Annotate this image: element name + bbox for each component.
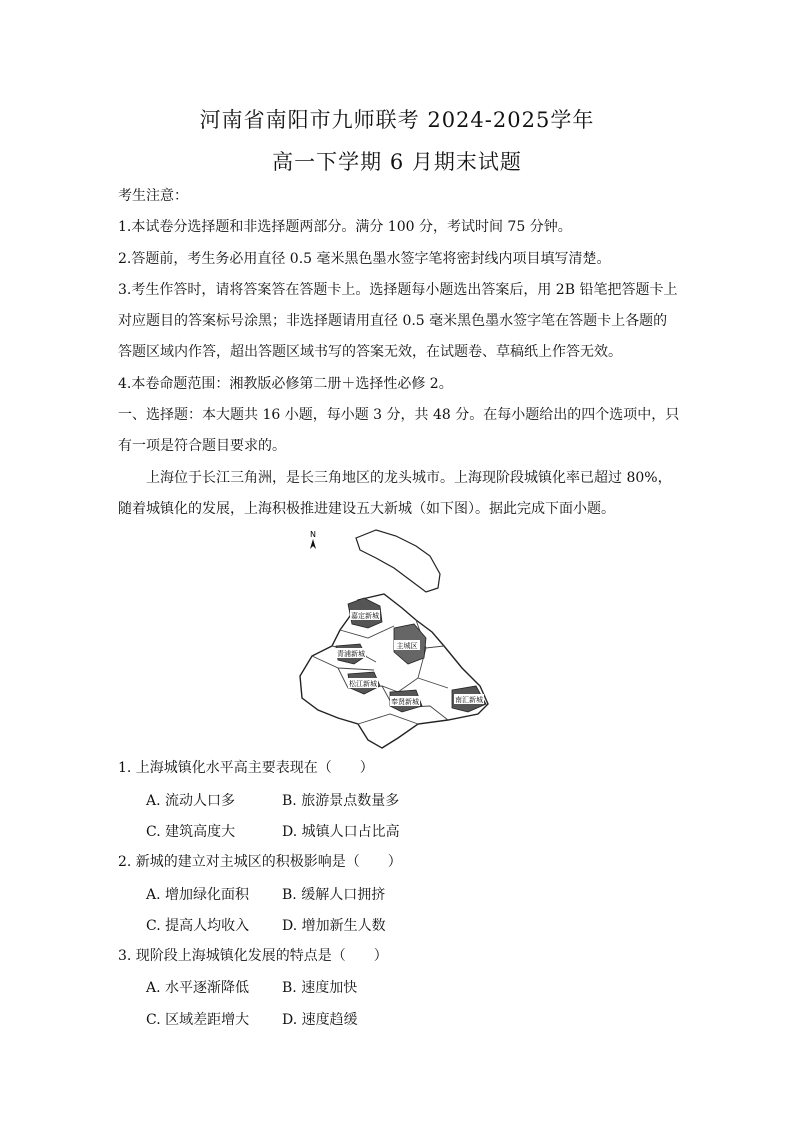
- page-title-line1: 河南省南阳市九师联考 2024-2025学年: [199, 108, 595, 132]
- question-2-stem: 2. 新城的建立对主城区的积极影响是（ ）: [118, 854, 402, 870]
- passage-line1: 上海位于长江三角洲，是长三角地区的龙头城市。上海现阶段城镇化率已超过 80%，: [146, 470, 672, 486]
- chongming-island: [356, 530, 440, 592]
- question-3-option-a: A. 水平逐渐降低: [146, 980, 250, 996]
- north-label: N: [310, 530, 316, 539]
- notice-heading: 考生注意：: [118, 188, 188, 204]
- question-3-option-c: C. 区域差距增大: [146, 1012, 250, 1028]
- zhucheng-label: 主城区: [396, 642, 418, 650]
- question-1-option-d: D. 城镇人口占比高: [282, 824, 400, 840]
- notice-item-1: 1.本试卷分选择题和非选择题两部分。满分 100 分，考试时间 75 分钟。: [118, 219, 572, 235]
- songjiang-label: 松江新城: [349, 680, 377, 688]
- passage-line2: 随着城镇化的发展，上海积极推进建设五大新城（如下图）。据此完成下面小题。: [118, 501, 615, 517]
- section-heading-line2: 有一项是符合题目要求的。: [118, 438, 286, 454]
- question-2-option-d: D. 增加新生人数: [282, 918, 386, 934]
- question-2-option-c: C. 提高人均收入: [146, 918, 250, 934]
- notice-item-4: 4.本卷命题范围：湘教版必修第二册＋选择性必修 2。: [118, 376, 453, 392]
- jiading-label: 嘉定新城: [351, 612, 379, 620]
- notice-item-3-line1: 3.考生作答时，请将答案答在答题卡上。选择题每小题选出答案后，用 2B 铅笔把答题卡上: [118, 282, 678, 298]
- question-1-option-c: C. 建筑高度大: [146, 824, 236, 840]
- question-1-option-a: A. 流动人口多: [146, 793, 236, 809]
- notice-item-2: 2.答题前，考生务必用直径 0.5 毫米黑色墨水签字笔将密封线内项目填写清楚。: [118, 251, 611, 267]
- question-3-option-b: B. 速度加快: [282, 980, 358, 996]
- mainland-outline: [300, 594, 488, 748]
- question-1-option-b: B. 旅游景点数量多: [282, 793, 400, 809]
- section-heading-line1: 一、选择题：本大题共 16 小题，每小题 3 分，共 48 分。在每小题给出的四个选项中，只: [118, 407, 680, 423]
- notice-item-3-line3: 答题区域内作答，超出答题区域书写的答案无效，在试题卷、草稿纸上作答无效。: [118, 344, 622, 360]
- fengxian-label: 奉贤新城: [391, 698, 419, 706]
- question-2-option-b: B. 缓解人口拥挤: [282, 887, 386, 903]
- notice-item-3-line2: 对应题目的答案标号涂黑；非选择题请用直径 0.5 毫米黑色墨水签字笔在答题卡上各题的: [118, 313, 668, 329]
- north-arrow-icon: [310, 539, 316, 549]
- nanhui-label: 南汇新城: [455, 696, 483, 704]
- page-title-line2: 高一下学期 6 月期末试题: [272, 150, 522, 174]
- map-figure: [298, 528, 498, 750]
- question-3-option-d: D. 速度趋缓: [282, 1012, 358, 1028]
- question-2-option-a: A. 增加绿化面积: [146, 887, 250, 903]
- question-1-stem: 1. 上海城镇化水平高主要表现在（ ）: [118, 760, 374, 776]
- question-3-stem: 3. 现阶段上海城镇化发展的特点是（ ）: [118, 948, 388, 964]
- shanghai-new-towns-map: [298, 528, 498, 750]
- qingpu-label: 青浦新城: [337, 650, 365, 658]
